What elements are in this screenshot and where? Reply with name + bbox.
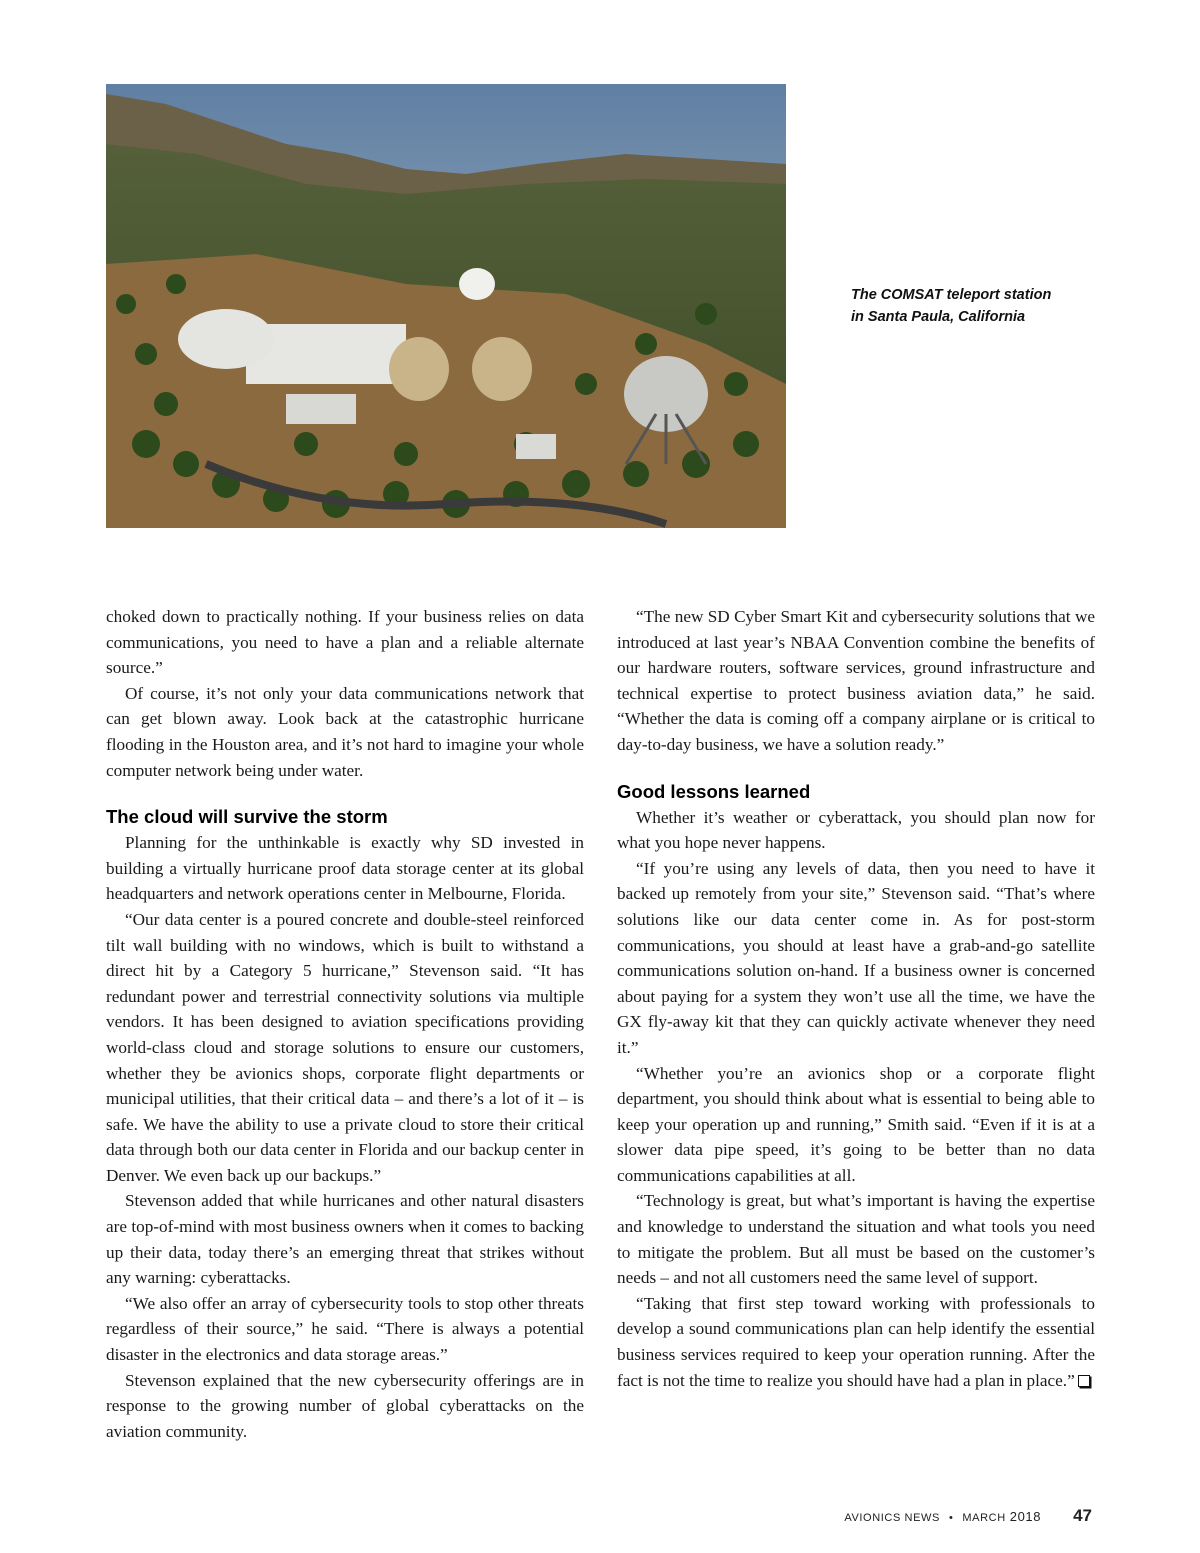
paragraph: Planning for the unthinkable is exactly why SD invested in building a virtually hurricane proof data storage center at its global headquarters and network operations center in Melbourne, Florida. — [106, 833, 584, 904]
caption-line-2: in Santa Paula, California — [851, 309, 1026, 325]
teleport-station-photo — [106, 84, 786, 528]
end-of-article-icon — [1078, 1375, 1090, 1387]
paragraph: “Our data center is a poured concrete and double-steel reinforced tilt wall building with no windows, which is built to withstand a direct hit by a Category 5 hurricane,” Stevenson said. “It has redundant power and terrestrial connectivity solutions via multiple vendors. It has been designed to aviation specifications providing world-class cloud and storage solutions to ensure our customers, whether they be avionics shops, corporate flight departments or municipal utilities, that their critical data – and there’s a lot of it – is safe. We have the ability to use a private cloud to store their critical data through both our data center in Florida and our backup center in Denver. We even back up our backups.” — [106, 909, 584, 1185]
paragraph: “The new SD Cyber Smart Kit and cybersecurity solutions that we introduced at last year’s NBAA Convention combine the benefits of our hardware routers, software services, ground infrastructure and technical expertise to protect business aviation data,” he said. “Whether the data is coming off a company airplane or is critical to day-to-day business, we have a solution ready.” — [617, 607, 1095, 754]
left-column — [106, 604, 584, 1444]
photo-caption — [851, 284, 1111, 328]
issue-year: 2018 — [1009, 1509, 1042, 1524]
footer-separator: • — [948, 1512, 954, 1524]
right-column — [617, 604, 1095, 1393]
paragraph: Stevenson added that while hurricanes and other natural disasters are top-of-mind with most business owners when it comes to backing up their data, today there’s an emerging threat that strikes without any warning: cyberattacks. — [106, 1191, 584, 1288]
section-heading: The cloud will survive the storm — [106, 806, 388, 828]
paragraph: Whether it’s weather or cyberattack, you should plan now for what you hope never happens. — [617, 807, 1095, 853]
issue-month: MARCH — [962, 1512, 1006, 1524]
publication-name: AVIONICS NEWS — [844, 1512, 940, 1524]
caption-line-1: The COMSAT teleport station — [851, 287, 1052, 303]
paragraph: Stevenson explained that the new cybersecurity offerings are in response to the growing number of global cyberattacks on the aviation community. — [106, 1370, 584, 1441]
paragraph: “Technology is great, but what’s important is having the expertise and knowledge to understand the situation and what tools you need to mitigate the problem. But all must be based on the customer’s needs – and not all customers need the same level of support. — [617, 1191, 1095, 1288]
paragraph-text: “Taking that first step toward working with professionals to develop a sound communications plan can help identify the essential business services required to keep your operation running. After the fact is not the time to realize you should have had a plan in place.” — [617, 1293, 1095, 1390]
final-paragraph — [617, 1291, 1095, 1393]
paragraph: “We also offer an array of cybersecurity tools to stop other threats regardless of their source,” he said. “There is always a potential disaster in the electronics and data storage areas.” — [106, 1293, 584, 1365]
paragraph: Of course, it’s not only your data communications network that can get blown away. Look back at the catastrophic hurricane flooding in the Houston area, and it’s not hard to imagine your whole computer network being under water. — [106, 683, 584, 780]
aerial-photo-illustration — [106, 84, 786, 528]
paragraph: “If you’re using any levels of data, then you need to have it backed up remotely from your site,” Stevenson said. “That’s where solutions like our data center come in. As for post-storm communications, you should at least have a grab-and-go satellite communications solution on-hand. If a business owner is concerned about paying for a system they won’t use all the time, we have the GX fly-away kit that they can quickly activate whenever they need it.” — [617, 858, 1095, 1057]
paragraph: choked down to practically nothing. If your business relies on data communications, you need to have a plan and a reliable alternate source.” — [106, 607, 584, 678]
page-number: 47 — [1073, 1506, 1092, 1525]
section-heading: Good lessons learned — [617, 780, 811, 802]
paragraph: “Whether you’re an avionics shop or a corporate flight department, you should think about what is essential to being able to keep your operation up and running,” Smith said. “Even if it is at a slower data pipe speed, it’s going to be better than no data communications capabilities at all. — [617, 1063, 1095, 1185]
page-footer — [844, 1506, 1092, 1526]
